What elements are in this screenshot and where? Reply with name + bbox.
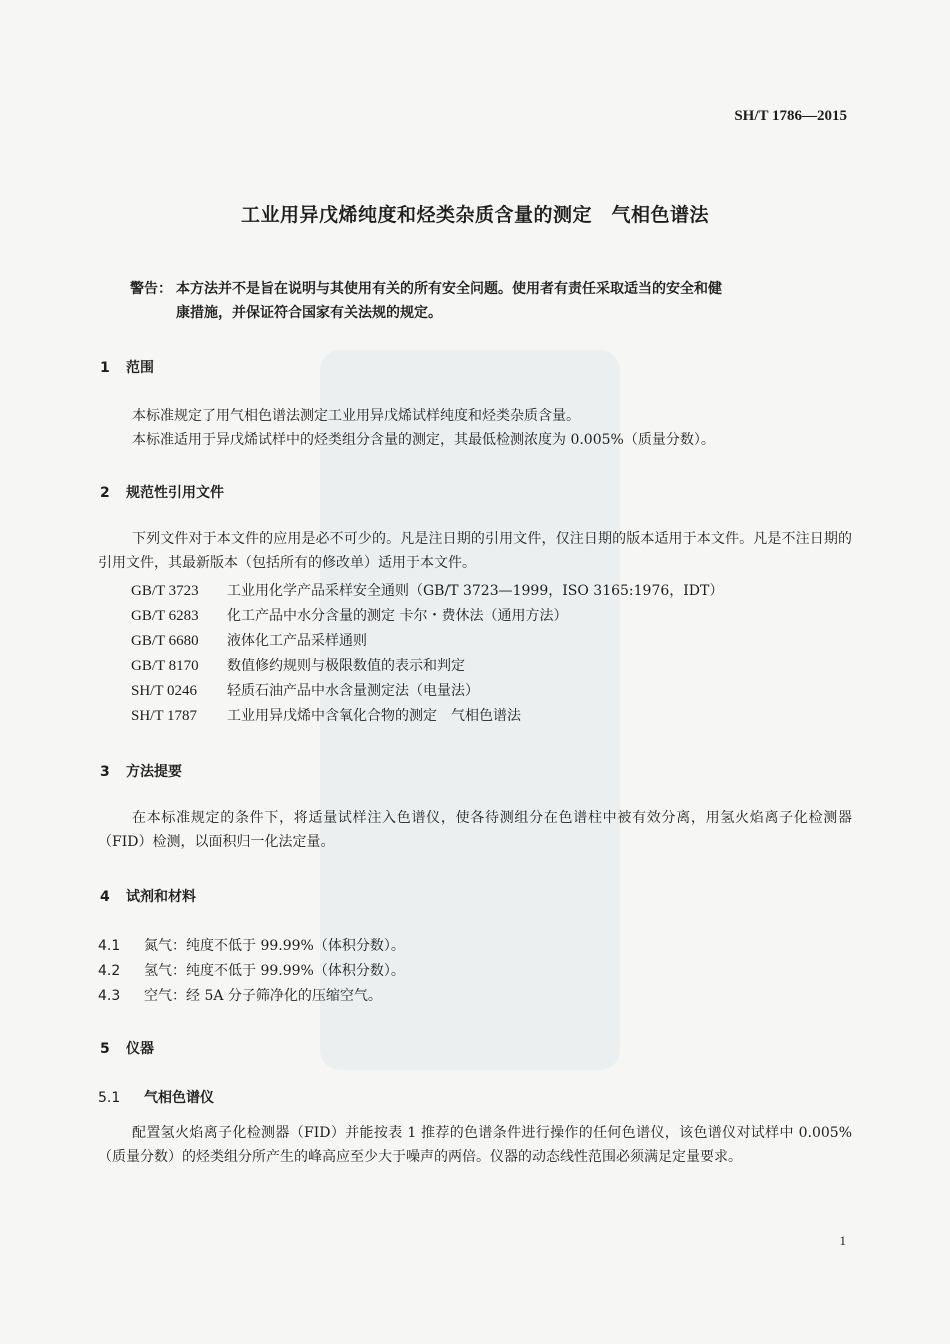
item-number: 4.3 <box>98 988 121 1004</box>
reference-code: GB/T 6283 <box>131 608 199 624</box>
reference-code: GB/T 8170 <box>131 658 199 674</box>
section-5-heading <box>100 1038 154 1058</box>
reference-title: 液体化工产品采样通则 <box>227 633 367 649</box>
reference-title: 轻质石油产品中水含量测定法（电量法） <box>227 683 479 699</box>
reference-code: SH/T 0246 <box>131 683 197 699</box>
section-1-para-2: 本标准适用于异戊烯试样中的烃类组分含量的测定，其最低检测浓度为 0.005%（质量分数）。 <box>132 432 715 448</box>
item-number: 4.1 <box>98 938 121 954</box>
section-1-para-1: 本标准规定了用气相色谱法测定工业用异戊烯试样纯度和烃类杂质含量。 <box>132 408 580 424</box>
section-title: 试剂和材料 <box>126 889 196 905</box>
item-text: 氮气：纯度不低于 99.99%（体积分数）。 <box>144 938 405 954</box>
subsection-title: 气相色谱仪 <box>144 1090 214 1106</box>
reference-code: SH/T 1787 <box>131 708 197 724</box>
section-2-para-1: 下列文件对于本文件的应用是必不可少的。凡是注日期的引用文件，仅注日期的版本适用于本文件。凡是不注日期的引用文件，其最新版本（包括所有的修改单）适用于本文件。 <box>98 531 852 571</box>
reference-title: 工业用化学产品采样安全通则（GB/T 3723—1999，ISO 3165:1976，IDT） <box>227 583 724 599</box>
warning-label: 警告： <box>130 281 172 297</box>
section-title: 方法提要 <box>126 764 182 780</box>
item-number: 4.2 <box>98 963 121 979</box>
subsection-number: 5.1 <box>98 1090 121 1106</box>
reference-item <box>131 679 479 703</box>
subsection-5-1-para-1: 配置氢火焰离子化检测器（FID）并能按表 1 推荐的色谱条件进行操作的任何色谱仪，该色谱仪对试样中 0.005%（质量分数）的烃类组分所产生的峰高应至少大于噪声的两倍。仪器的动态线性范围必须满足定量要求。 <box>98 1125 852 1165</box>
section-title: 仪器 <box>126 1041 154 1057</box>
warning-text-line1: 本方法并不是旨在说明与其使用有关的所有安全问题。使用者有责任采取适当的安全和健 <box>176 281 722 297</box>
reference-item <box>131 629 367 653</box>
section-title: 范围 <box>126 360 154 376</box>
subsection-5-1-heading <box>98 1087 214 1107</box>
document-title: 工业用异戊烯纯度和烃类杂质含量的测定 气相色谱法 <box>240 204 709 226</box>
section-number: 1 <box>100 360 110 376</box>
reagent-item <box>98 985 382 1005</box>
item-text: 氢气：纯度不低于 99.99%（体积分数）。 <box>144 963 405 979</box>
reference-item <box>131 704 521 728</box>
reagent-item <box>98 935 405 955</box>
reference-title: 数值修约规则与极限数值的表示和判定 <box>227 658 465 674</box>
page-number: 1 <box>839 1233 846 1248</box>
section-number: 2 <box>100 485 110 501</box>
section-2-heading <box>100 482 224 502</box>
section-title: 规范性引用文件 <box>126 485 224 501</box>
reference-code: GB/T 6680 <box>131 633 199 649</box>
warning-block <box>130 277 852 325</box>
standard-code: SH/T 1786—2015 <box>734 108 847 124</box>
item-text: 空气：经 5A 分子筛净化的压缩空气。 <box>144 988 382 1004</box>
reference-item <box>131 604 567 628</box>
section-3-heading <box>100 761 182 781</box>
warning-text-line2: 康措施，并保证符合国家有关法规的规定。 <box>176 305 442 321</box>
section-3-para-1: 在本标准规定的条件下，将适量试样注入色谱仪，使各待测组分在色谱柱中被有效分离，用氢火焰离子化检测器（FID）检测，以面积归一化法定量。 <box>98 810 852 850</box>
reference-title: 工业用异戊烯中含氧化合物的测定 气相色谱法 <box>227 708 521 724</box>
reference-code: GB/T 3723 <box>131 583 199 599</box>
reference-item <box>131 579 723 603</box>
section-number: 5 <box>100 1041 110 1057</box>
reference-title: 化工产品中水分含量的测定 卡尔・费休法（通用方法） <box>227 608 568 624</box>
section-number: 4 <box>100 889 110 905</box>
reference-item <box>131 654 465 678</box>
reagent-item <box>98 960 405 980</box>
section-number: 3 <box>100 764 110 780</box>
section-1-heading <box>100 357 154 377</box>
section-4-heading <box>100 886 196 906</box>
